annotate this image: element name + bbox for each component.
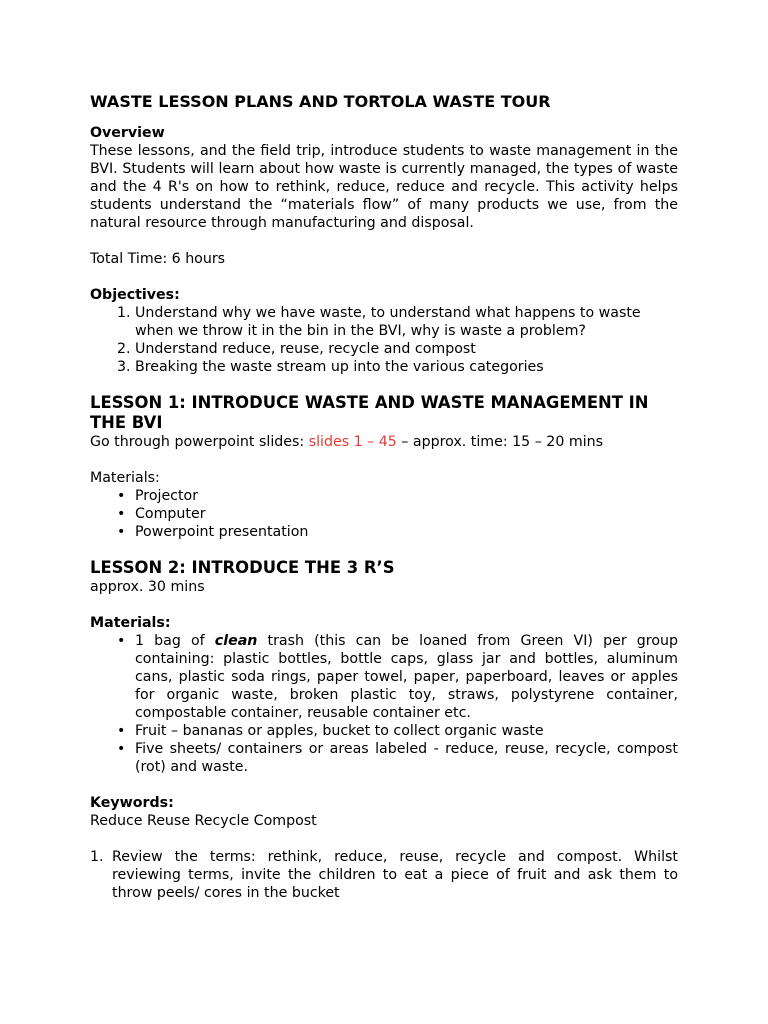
- material-text: Powerpoint presentation: [135, 524, 309, 540]
- objective-item: [90, 358, 678, 376]
- bullet: •: [117, 506, 126, 522]
- material-text: Fruit – bananas or apples, bucket to collect organic waste: [135, 723, 544, 739]
- bullet: •: [117, 723, 126, 739]
- bullet: •: [117, 524, 126, 540]
- list-number: 3.: [117, 359, 131, 375]
- overview-heading: Overview: [90, 125, 165, 141]
- material-text: Computer: [135, 506, 206, 522]
- material-item: [90, 505, 678, 523]
- list-number: 2.: [117, 341, 131, 357]
- objective-text: Breaking the waste stream up into the various categories: [135, 359, 544, 375]
- material-item: [90, 740, 678, 776]
- objective-text: Understand why we have waste, to understand what happens to waste when we throw it in the bin in the BVI, why is waste a problem?: [135, 305, 641, 339]
- total-time: Total Time: 6 hours: [90, 251, 226, 267]
- lesson2-steps: [90, 848, 678, 902]
- material-item: [90, 632, 678, 722]
- material-text: 1 bag of: [135, 633, 215, 649]
- lesson1-intro: [90, 433, 678, 451]
- step-item: [90, 848, 678, 902]
- step-text: Review the terms: rethink, reduce, reuse, recycle and compost. Whilst reviewing terms, invite the children to eat a piece of fruit and ask them to throw peels/ cores in the bucket: [112, 849, 678, 901]
- document-title: WASTE LESSON PLANS AND TORTOLA WASTE TOUR: [90, 92, 551, 111]
- objective-item: [90, 340, 678, 358]
- lesson1-materials-list: [90, 487, 678, 541]
- material-text: Five sheets/ containers or areas labeled - reduce, reuse, recycle, compost (rot) and waste.: [135, 741, 678, 775]
- material-text: Projector: [135, 488, 199, 504]
- material-item: [90, 487, 678, 505]
- slides-link[interactable]: slides 1 – 45: [308, 434, 397, 450]
- emphasis-clean: clean: [214, 633, 258, 649]
- objective-item: [90, 304, 678, 340]
- objective-text: Understand reduce, reuse, recycle and compost: [135, 341, 476, 357]
- lesson2-materials-heading: Materials:: [90, 615, 171, 631]
- lesson1-heading: LESSON 1: INTRODUCE WASTE AND WASTE MANAGEMENT IN THE BVI: [90, 393, 649, 432]
- list-number: 1.: [90, 849, 104, 865]
- lesson1-materials-label: Materials:: [90, 470, 160, 486]
- lesson1-intro-after: – approx. time: 15 – 20 mins: [396, 434, 604, 450]
- material-text: trash (this can be loaned from Green VI) per group containing: plastic bottles, bottle caps, glass jar and bottles, aluminum cans, plastic soda rings, paper towel, paper, paperboard, leaves or apples for organic waste, broken plastic toy, straws, polystyrene container, compostable container, reusable container etc.: [135, 633, 678, 721]
- objectives-heading: Objectives:: [90, 287, 180, 303]
- bullet: •: [117, 488, 126, 504]
- overview-text: These lessons, and the field trip, introduce students to waste management in the BVI. Students will learn about how waste is currently managed, the types of waste and the 4 R's on how to rethink, reduce, reduce and recycle. This activity helps students understand the “materials flow” of many products we use, from the natural resource through manufacturing and disposal.: [90, 143, 678, 231]
- bullet: •: [117, 633, 126, 649]
- list-number: 1.: [117, 305, 131, 321]
- material-item: [90, 722, 678, 740]
- lesson2-heading: LESSON 2: INTRODUCE THE 3 R’S: [90, 558, 395, 577]
- keywords-heading: Keywords:: [90, 795, 174, 811]
- lesson2-time: approx. 30 mins: [90, 579, 205, 595]
- material-item: [90, 523, 678, 541]
- lesson1-intro-before: Go through powerpoint slides:: [90, 434, 309, 450]
- keywords-text: Reduce Reuse Recycle Compost: [90, 813, 317, 829]
- objectives-list: [90, 304, 678, 376]
- lesson2-materials-list: [90, 632, 678, 776]
- bullet: •: [117, 741, 126, 757]
